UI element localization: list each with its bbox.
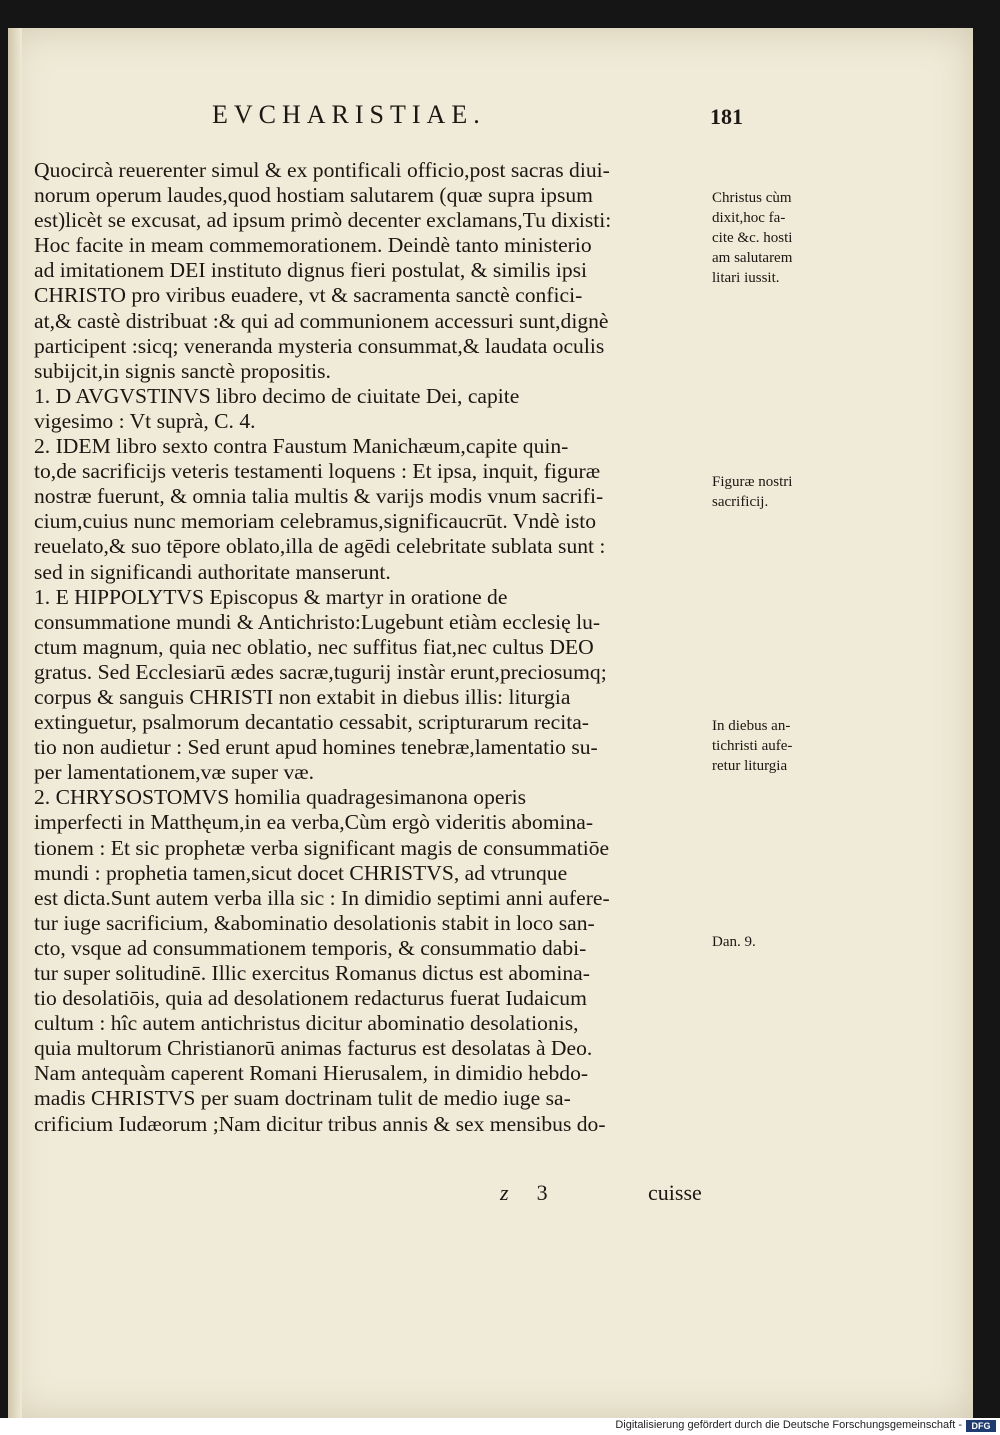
- text-line: vigesimo : Vt suprà, C. 4.: [34, 408, 256, 433]
- signature-number: 3: [536, 1180, 548, 1205]
- margin-note-christus: [712, 188, 832, 288]
- text-line: extinguetur, psalmorum decantatio cessabit, scripturarum recita-: [34, 710, 589, 735]
- margin-note-line: Figuræ nostri: [712, 474, 793, 490]
- text-line: est dicta.Sunt autem verba illa sic : In dimidio septimi anni aufere-: [34, 885, 610, 910]
- text-line: corpus & sanguis CHRISTI non extabit in diebus illis: liturgia: [34, 684, 571, 709]
- text-line: ctum magnum, quia nec oblatio, nec suffitus fiat,nec cultus DEO: [34, 634, 594, 659]
- signature-letter: z: [500, 1180, 509, 1205]
- margin-note-antichristi: [712, 716, 832, 776]
- text-line: nostræ fuerunt, & omnia talia multis & varijs modis vnum sacrifi-: [34, 484, 604, 509]
- margin-note-line: Christus cùm: [712, 190, 792, 206]
- text-line: subijcit,in signis sanctè propositis.: [34, 358, 331, 383]
- running-header: EVCHARISTIAE.: [212, 100, 486, 129]
- margin-note-line: sacrificij.: [712, 494, 769, 510]
- text-line: tio non audietur : Sed erunt apud homines tenebræ,lamentatio su-: [34, 735, 598, 760]
- text-line: sed in significandi authoritate manserunt.: [34, 559, 391, 584]
- text-line: 2. CHRYSOSTOMVS homilia quadragesimanona operis: [34, 785, 527, 810]
- text-line: Nam antequàm caperent Romani Hierusalem, in dimidio hebdo-: [34, 1061, 589, 1086]
- text-line: crificium Iudæorum ;Nam dicitur tribus annis & sex mensibus do-: [34, 1111, 606, 1136]
- margin-note-line: am salutarem: [712, 250, 793, 266]
- margin-note-line: dixit,hoc fa-: [712, 210, 786, 226]
- page-edge: [8, 28, 22, 1418]
- text-line: cto, vsque ad consummationem temporis, & consummatio dabi-: [34, 935, 587, 960]
- text-line: 2. IDEM libro sexto contra Faustum Manichæum,capite quin-: [34, 434, 569, 459]
- text-line: at,& castè distribuat :& qui ad communionem accessuri sunt,dignè: [34, 308, 609, 333]
- text-line: tio desolatiōis, quia ad desolationem redacturus fuerat Iudaicum: [34, 986, 587, 1011]
- text-line: tionem : Et sic prophetæ verba significant magis de consummatiōe: [34, 835, 610, 860]
- text-line: madis CHRISTVS per suam doctrinam tulit de medio iuge sa-: [34, 1086, 571, 1111]
- margin-note-line: litari iussit.: [712, 270, 780, 286]
- text-line: Quocircà reuerenter simul & ex pontificali officio,post sacras diui-: [34, 158, 610, 182]
- text-line: reuelato,& suo tēpore oblato,illa de agēdi celebritate sublata sunt :: [34, 534, 606, 559]
- signature-mark: [500, 1180, 548, 1206]
- text-line: gratus. Sed Ecclesiarū ædes sacræ,tugurij instàr erunt,preciosumq;: [34, 659, 607, 684]
- text-line: est)licèt se excusat, ad ipsum primò decenter exclamans,Tu dixisti:: [34, 208, 612, 233]
- catchword: cuisse: [648, 1180, 702, 1205]
- margin-note-line: retur liturgia: [712, 758, 788, 774]
- text-line: CHRISTO pro viribus euadere, vt & sacramenta sanctè confici-: [34, 283, 583, 308]
- margin-note-line: Dan. 9.: [712, 934, 756, 950]
- text-line: tur super solitudinē. Illic exercitus Romanus dictus est abomina-: [34, 961, 590, 985]
- text-line: cultum : hîc autem antichristus dicitur abominatio desolationis,: [34, 1011, 579, 1036]
- margin-note-line: cite &c. hosti: [712, 230, 793, 246]
- margin-note-line: In diebus an-: [712, 718, 791, 734]
- text-line: consummatione mundi & Antichristo:Lugebunt etiàm ecclesię lu-: [34, 609, 601, 634]
- text-line: norum operum laudes,quod hostiam salutarem (quæ supra ipsum: [34, 183, 593, 208]
- text-line: quia multorum Christianorū animas facturus est desolatas à Deo.: [34, 1036, 593, 1061]
- margin-note-line: tichristi aufe-: [712, 738, 793, 754]
- text-line: mundi : prophetia tamen,sicut docet CHRISTVS, ad vtrunque: [34, 860, 568, 885]
- text-line: 1. E HIPPOLYTVS Episcopus & martyr in oratione de: [34, 584, 508, 609]
- text-line: imperfecti in Matthęum,in ea verba,Cùm ergò videritis abomina-: [34, 810, 594, 835]
- margin-note-figurae: [712, 472, 832, 512]
- text-line: per lamentationem,væ super væ.: [34, 760, 315, 785]
- page-number: 181: [710, 104, 743, 129]
- dfg-credit-text: Digitalisierung gefördert durch die Deutsche Forschungsgemeinschaft -: [615, 1419, 962, 1431]
- text-line: 1. D AVGVSTINVS libro decimo de ciuitate Dei, capite: [34, 383, 520, 408]
- text-line: ad imitationem DEI instituto dignus fieri postulat, & similis ipsi: [34, 258, 588, 283]
- text-line: tur iuge sacrificium, &abominatio desolationis stabit in loco san-: [34, 910, 595, 935]
- text-line: to,de sacrificijs veteris testamenti loquens : Et ipsa, inquit, figuræ: [34, 459, 601, 484]
- text-line: Hoc facite in meam commemorationem. Deindè tanto ministerio: [34, 233, 592, 258]
- main-text-block: [34, 158, 710, 1137]
- margin-note-daniel: [712, 932, 832, 952]
- dfg-logo: DFG: [966, 1420, 996, 1432]
- text-line: participent :sicq; veneranda mysteria consummat,& laudata oculis: [34, 333, 605, 358]
- text-line: cium,cuius nunc memoriam celebramus,significaucrūt. Vndè isto: [34, 509, 597, 534]
